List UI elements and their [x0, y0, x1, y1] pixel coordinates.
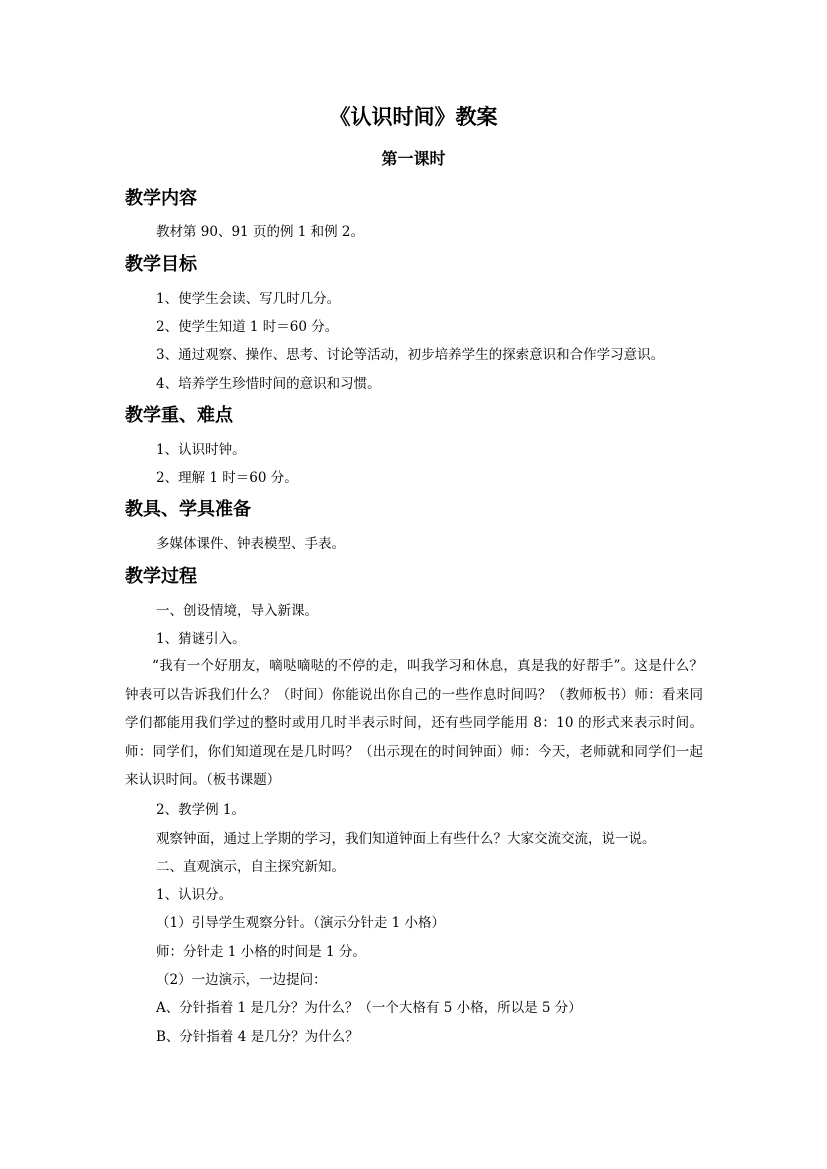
key-point-line: 2、理解 1 时＝60 分。 [156, 470, 298, 486]
lesson-title: 第一课时 [381, 149, 446, 168]
process-line: 2、教学例 1。 [156, 802, 245, 818]
section-heading-tools: 教具、学具准备 [125, 499, 251, 520]
process-line: 一、创设情境，导入新课。 [156, 603, 318, 619]
document-title: 《认识时间》教案 [329, 104, 498, 129]
process-line: （1）引导学生观察分针。（演示分针走 1 小格） [156, 915, 446, 931]
goal-line: 2、使学生知道 1 时＝60 分。 [156, 319, 339, 335]
section-heading-process: 教学过程 [125, 566, 197, 587]
process-line: （2）一边演示，一边提问： [156, 972, 327, 988]
tools-line: 多媒体课件、钟表模型、手表。 [156, 536, 345, 552]
goal-line: 3、通过观察、操作、思考、讨论等活动，初步培养学生的探索意识和合作学习意识。 [156, 347, 665, 363]
process-paragraph: “我有一个好朋友，嘀哒嘀哒的不停的走，叫我学习和休息，真是我的好帮手”。这是什么？钟表可以告诉我们什么？（时间）你能说出你自己的一些作息时间吗？（教师板书）师：看来同学们都能用我们学过的整时或用几时半表示时间，还有些同学能用 8：10 的形式来表示时间。师：同学们，你们知道现在是几时吗？（出示现在的时间钟面）师：今天，老师就和同学们一起来认识时间。（板书课题） [125, 658, 703, 789]
section-heading-goals: 教学目标 [125, 254, 197, 275]
process-line: 1、认识分。 [156, 887, 233, 903]
content-line: 教材第 90、91 页的例 1 和例 2。 [156, 224, 364, 240]
section-heading-key-points: 教学重、难点 [125, 405, 233, 426]
key-point-line: 1、认识时钟。 [156, 442, 246, 458]
process-line: B、分针指着 4 是几分？为什么？ [156, 1029, 359, 1045]
process-line: 1、猜谜引入。 [156, 631, 246, 647]
goal-line: 4、培养学生珍惜时间的意识和习惯。 [156, 376, 381, 392]
section-heading-content: 教学内容 [125, 188, 197, 209]
goal-line: 1、使学生会读、写几时几分。 [156, 291, 341, 307]
process-line: 师：分针走 1 小格的时间是 1 分。 [156, 944, 366, 960]
process-line: 观察钟面，通过上学期的学习，我们知道钟面上有些什么？大家交流交流，说一说。 [156, 831, 656, 847]
process-line: 二、直观演示，自主探究新知。 [156, 859, 345, 875]
process-line: A、分针指着 1 是几分？为什么？（一个大格有 5 小格，所以是 5 分） [156, 1000, 582, 1016]
